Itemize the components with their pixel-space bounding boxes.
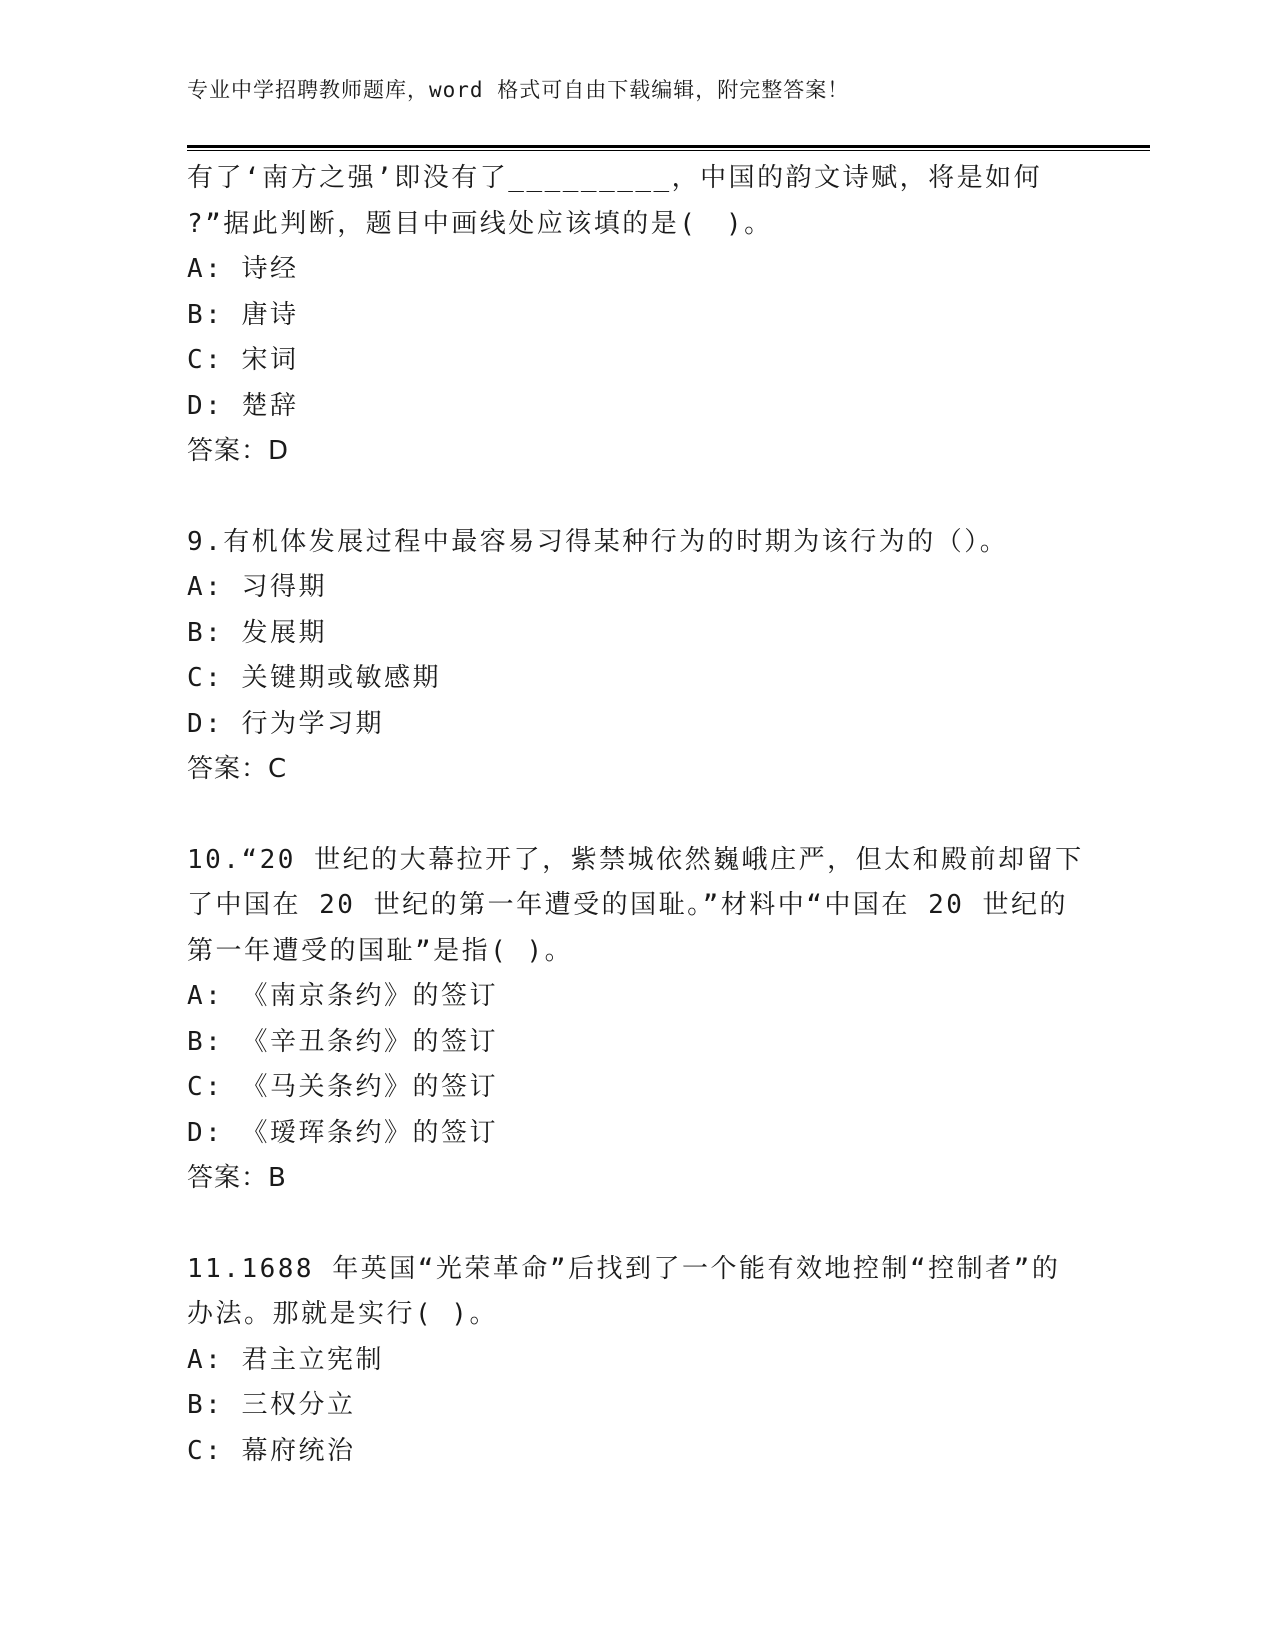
question-text-line: 了中国在 20 世纪的第一年遭受的国耻。”材料中“中国在 20 世纪的 [187, 890, 1069, 920]
question-content [187, 156, 1087, 1474]
option-d: D: 楚辞 [187, 390, 299, 421]
option-a: A: 诗经 [187, 254, 299, 284]
option-b: B: 三权分立 [187, 1390, 356, 1420]
question-11 [187, 1247, 1087, 1475]
option-d: D: 行为学习期 [187, 708, 384, 739]
page-header: 专业中学招聘教师题库，word 格式可自由下载编辑，附完整答案！ [187, 78, 850, 102]
option-c: C: 幕府统治 [187, 1435, 356, 1466]
question-text-line: 有了‘南方之强’即没有了_________，中国的韵文诗赋，将是如何 [187, 163, 1043, 193]
question-9 [187, 520, 1087, 793]
question-text-line: ?”据此判断，题目中画线处应该填的是( )。 [187, 208, 773, 239]
option-a: A: 《南京条约》的签订 [187, 981, 498, 1011]
option-a: A: 习得期 [187, 572, 327, 602]
question-spacer [187, 1202, 1087, 1247]
option-c: C: 宋词 [187, 345, 299, 375]
option-b: B: 唐诗 [187, 299, 299, 330]
option-c: C: 关键期或敏感期 [187, 663, 441, 693]
question-spacer [187, 475, 1087, 520]
answer-line: 答案：C [187, 754, 288, 784]
option-a: A: 君主立宪制 [187, 1344, 384, 1375]
answer-line: 答案：B [187, 1163, 287, 1193]
header-rule-thin [187, 150, 1150, 151]
answer-line: 答案：D [187, 436, 290, 466]
option-c: C: 《马关条约》的签订 [187, 1072, 498, 1102]
question-8 [187, 156, 1087, 475]
question-text-line: 第一年遭受的国耻”是指( )。 [187, 935, 574, 966]
option-b: B: 发展期 [187, 617, 327, 648]
question-text-line: 11.1688 年英国“光荣革命”后找到了一个能有效地控制“控制者”的 [187, 1253, 1061, 1284]
question-text-line: 10.“20 世纪的大幕拉开了，紫禁城依然巍峨庄严，但太和殿前却留下 [187, 844, 1084, 875]
option-d: D: 《瑷珲条约》的签订 [187, 1117, 498, 1148]
question-text-line: 办法。那就是实行( )。 [187, 1299, 498, 1329]
option-b: B: 《辛丑条约》的签订 [187, 1026, 498, 1057]
header-rule-thick [187, 145, 1150, 148]
question-10 [187, 838, 1087, 1202]
question-spacer [187, 793, 1087, 838]
question-text-line: 9.有机体发展过程中最容易习得某种行为的时期为该行为的（）。 [187, 526, 1009, 557]
